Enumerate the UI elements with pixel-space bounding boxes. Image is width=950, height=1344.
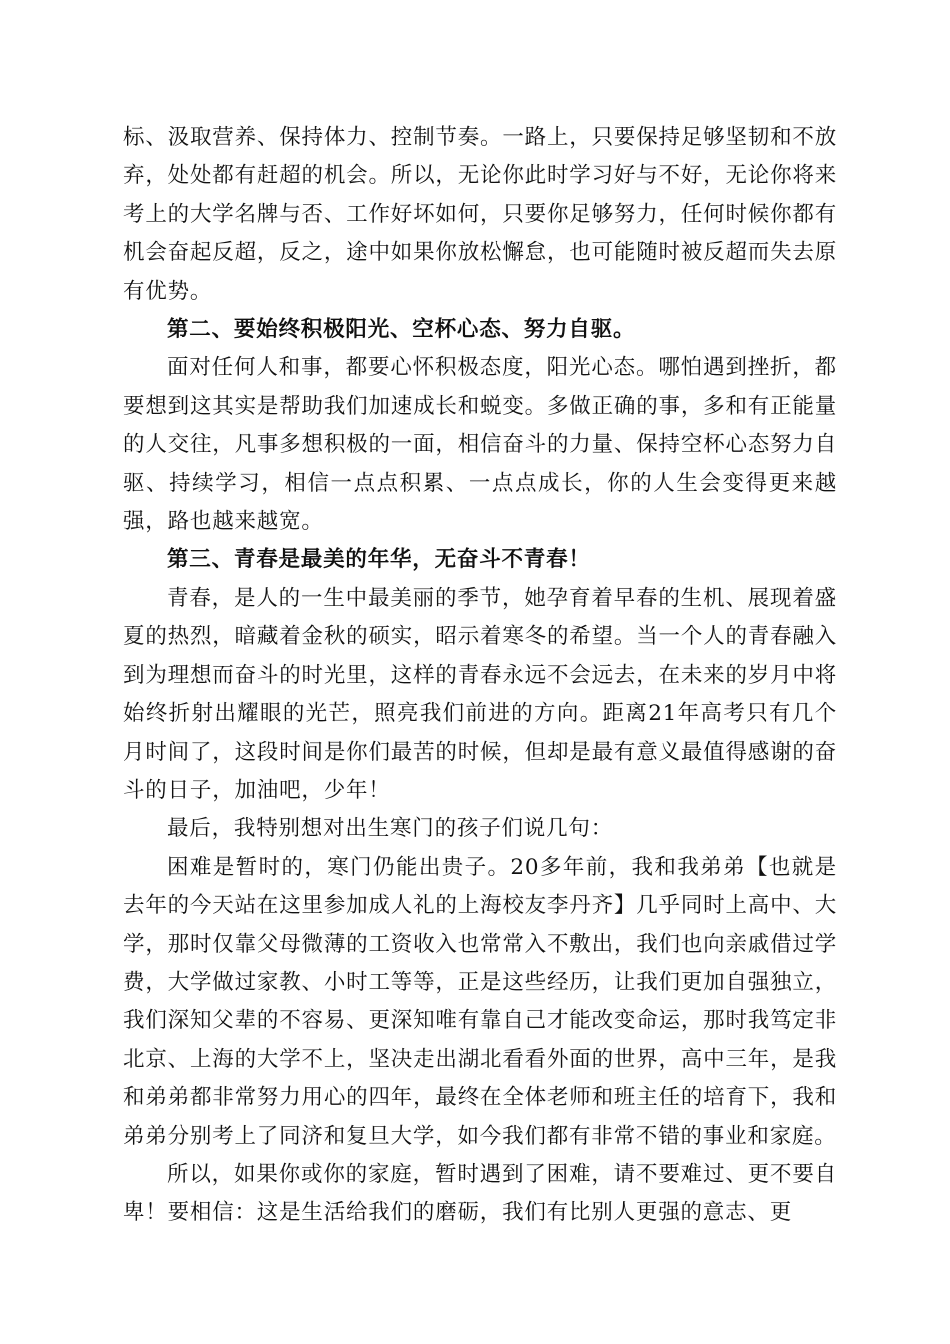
paragraph-continuation: 标、汲取营养、保持体力、控制节奏。一路上，只要保持足够坚韧和不放弃，处处都有赶超的机会。所以，无论你此时学习好与不好，无论你将来考上的大学名牌与否、工作好坏如何，只要你足够努力，任何时候你都有机会奋起反超，反之，途中如果你放松懈怠，也可能随时被反超而失去原有优势。 [123,125,837,304]
document-body [123,119,837,1233]
section-heading-third: 第三、青春是最美的年华，无奋斗不青春！ [167,547,591,573]
paragraph-encouragement: 所以，如果你或你的家庭，暂时遇到了困难，请不要难过、更不要自卑！要相信：这是生活给我们的磨砺，我们有比别人更强的意志、更 [123,1161,837,1226]
section-heading-second: 第二、要始终积极阳光、空杯心态、努力自驱。 [167,317,636,343]
paragraph-positive-attitude: 面对任何人和事，都要心怀积极态度，阳光心态。哪怕遇到挫折，都要想到这其实是帮助我们加速成长和蜕变。多做正确的事，多和有正能量的人交往，凡事多想积极的一面，相信奋斗的力量、保持空杯心态努力自驱、持续学习，相信一点点积累、一点点成长，你的人生会变得更来越强，路也越来越宽。 [123,355,837,535]
paragraph-hardship-story: 困难是暂时的，寒门仍能出贵子。20多年前，我和我弟弟【也就是去年的今天站在这里参加成人礼的上海校友李丹齐】几乎同时上高中、大学，那时仅靠父母微薄的工资收入也常常入不敷出，我们也向亲戚借过学费，大学做过家教、小时工等等，正是这些经历，让我们更加自强独立，我们深知父辈的不容易、更深知唯有靠自己才能改变命运，那时我笃定非北京、上海的大学不上，坚决走出湖北看看外面的世界，高中三年，是我和弟弟都非常努力用心的四年，最终在全体老师和班主任的培育下，我和弟弟分别考上了同济和复旦大学，如今我们都有非常不错的事业和家庭。 [123,854,837,1149]
paragraph-finally: 最后，我特别想对出生寒门的孩子们说几句： [167,816,614,842]
paragraph-youth: 青春，是人的一生中最美丽的季节，她孕育着早春的生机、展现着盛夏的热烈，暗藏着金秋的硕实，昭示着寒冬的希望。当一个人的青春融入到为理想而奋斗的时光里，这样的青春永远不会远去，在未来的岁月中将始终折射出耀眼的光芒，照亮我们前进的方向。距离21年高考只有几个月时间了，这段时间是你们最苦的时候，但却是最有意义最值得感谢的奋斗的日子，加油吧，少年！ [123,585,837,803]
